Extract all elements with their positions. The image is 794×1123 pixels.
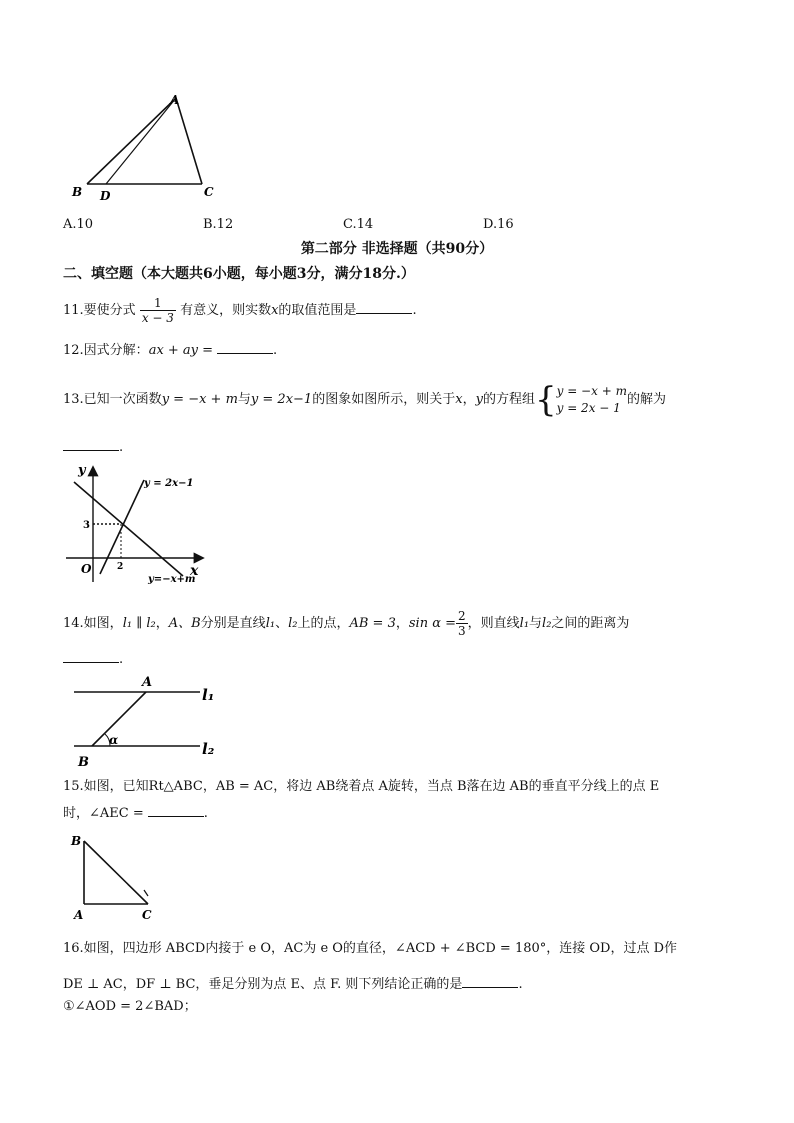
option-b: B.12 — [203, 217, 234, 232]
q11-num: 1 — [140, 296, 176, 311]
vertex-C: C — [142, 908, 152, 922]
q12-end: . — [273, 343, 278, 358]
q11-post2: 的取值范围是 — [278, 303, 357, 318]
q14-den: 3 — [458, 624, 466, 638]
q15-end: . — [203, 806, 208, 821]
graph-figure-q13 — [62, 462, 210, 586]
q15-line1: 15.如图，已知Rt△ABC，AB = AC，将边 AB绕着点 A旋转，当点 B落在边 AB的垂直平分线上的点 E — [63, 779, 660, 794]
q14-dun: 、 — [275, 616, 289, 631]
q14-p4: 上的点， — [297, 616, 350, 631]
option-d: D.16 — [483, 217, 514, 232]
q11-end: . — [412, 303, 417, 318]
question-11 — [63, 294, 417, 328]
q13-post: 的图象如图所示，则关于 — [312, 392, 456, 407]
q16-end: . — [518, 977, 523, 992]
q16-line2 — [63, 975, 523, 993]
q14-sin: sin α = — [408, 616, 456, 631]
line-label-2x-1: y = 2x−1 — [144, 478, 194, 489]
q12-expr: ax + ay = — [148, 343, 214, 358]
q16-line2-text: DE ⊥ AC，DF ⊥ BC，垂足分别为点 E、点 F. 则下列结论正确的是 — [63, 977, 463, 992]
question-12 — [63, 341, 277, 359]
q14-fraction — [456, 609, 468, 638]
q14-eq1: AB = 3 — [349, 616, 396, 631]
q13-post3: 的解为 — [626, 392, 666, 407]
q14-l2b: l₂ — [542, 616, 552, 631]
point-A: A — [142, 675, 153, 690]
q16-line1: 16.如图，四边形 ABCD内接于 e O，AC为 e O的直径，∠ACD + ∠BCD = 180°，连接 OD，过点 D作 — [63, 941, 678, 956]
line-label-neg-x-m: y=−x+m — [148, 574, 196, 585]
q12-answer-blank[interactable] — [217, 341, 273, 354]
q13-mid: 与 — [237, 392, 251, 407]
q14-p8: 之间的距离为 — [551, 616, 630, 631]
q14-answer-blank[interactable] — [63, 650, 119, 663]
q14-par: l₁ ∥ l₂ — [122, 616, 156, 631]
question-13 — [63, 380, 666, 420]
q14-l2: l₂ — [288, 616, 298, 631]
q13-end: . — [119, 440, 124, 455]
q13-e2: y = 2x − 1 — [556, 400, 621, 415]
q13-x: x — [455, 392, 463, 407]
q14-p5: ， — [395, 616, 409, 631]
q16-answer-blank[interactable] — [462, 975, 518, 988]
section-title: 二、填空题（本大题共6小题，每小题3分，满分18分.） — [63, 266, 415, 282]
q14-p2: ， — [155, 616, 169, 631]
right-triangle-figure-q15 — [62, 826, 172, 924]
tick-3: 3 — [83, 520, 90, 531]
q14-answer-line — [63, 650, 123, 668]
axis-x-label: x — [190, 563, 199, 579]
q16-item-1: ①∠AOD = 2∠BAD； — [63, 999, 197, 1014]
label-C: C — [204, 185, 214, 199]
line-l2: l₂ — [202, 740, 215, 758]
q14-p6: ，则直线 — [467, 616, 520, 631]
q13-f1: y = −x + m — [161, 392, 238, 407]
parallel-lines-figure-q14 — [62, 672, 232, 770]
q14-pre: 14.如图， — [63, 616, 123, 631]
q14-l1b: l₁ — [519, 616, 530, 631]
q15-line2-text: 时，∠AEC = — [63, 806, 144, 821]
label-B: B — [72, 185, 83, 199]
option-c: C.14 — [343, 217, 374, 232]
q14-p7: 与 — [529, 616, 543, 631]
q11-pre: 11.要使分式 — [63, 303, 136, 318]
option-a: A.10 — [63, 217, 94, 232]
q11-answer-blank[interactable] — [356, 301, 412, 314]
q15-line2 — [63, 804, 208, 822]
vertex-B: B — [71, 834, 82, 848]
q14-l1: l₁ — [265, 616, 276, 631]
label-D: D — [100, 189, 111, 203]
q14-p3: 分别是直线 — [200, 616, 266, 631]
q13-e1: y = −x + m — [556, 383, 627, 398]
axis-y-label: y — [78, 463, 86, 478]
q13-brace: { — [534, 379, 557, 420]
q13-f2: y = 2x−1 — [250, 392, 313, 407]
point-B: B — [78, 755, 89, 770]
vertex-A: A — [74, 908, 84, 922]
q13-post2: 的方程组 — [482, 392, 535, 407]
q11-den: x − 3 — [141, 311, 174, 325]
q13-answer-line — [63, 438, 123, 456]
question-14 — [63, 604, 629, 644]
q14-end: . — [119, 652, 124, 667]
q12-pre: 12.因式分解： — [63, 343, 149, 358]
q13-answer-blank[interactable] — [63, 438, 119, 451]
origin-label: O — [81, 562, 92, 576]
tick-2: 2 — [117, 562, 124, 572]
angle-alpha: α — [109, 733, 119, 747]
triangle-figure-q10 — [62, 90, 232, 208]
q11-post: 有意义，则实数 — [180, 303, 272, 318]
q13-y: y — [475, 392, 483, 407]
part2-title: 第二部分 非选择题（共90分） — [300, 241, 494, 257]
label-A: A — [170, 93, 180, 107]
q13-pre: 13.已知一次函数 — [63, 392, 162, 407]
q13-system — [557, 383, 627, 417]
q11-fraction — [140, 296, 176, 325]
q14-num: 2 — [458, 609, 466, 623]
q15-answer-blank[interactable] — [148, 804, 204, 817]
line-l1: l₁ — [202, 686, 215, 704]
q14-ab: A、B — [168, 616, 201, 631]
q11-var: x — [271, 303, 279, 318]
q13-sep: ， — [462, 392, 476, 407]
